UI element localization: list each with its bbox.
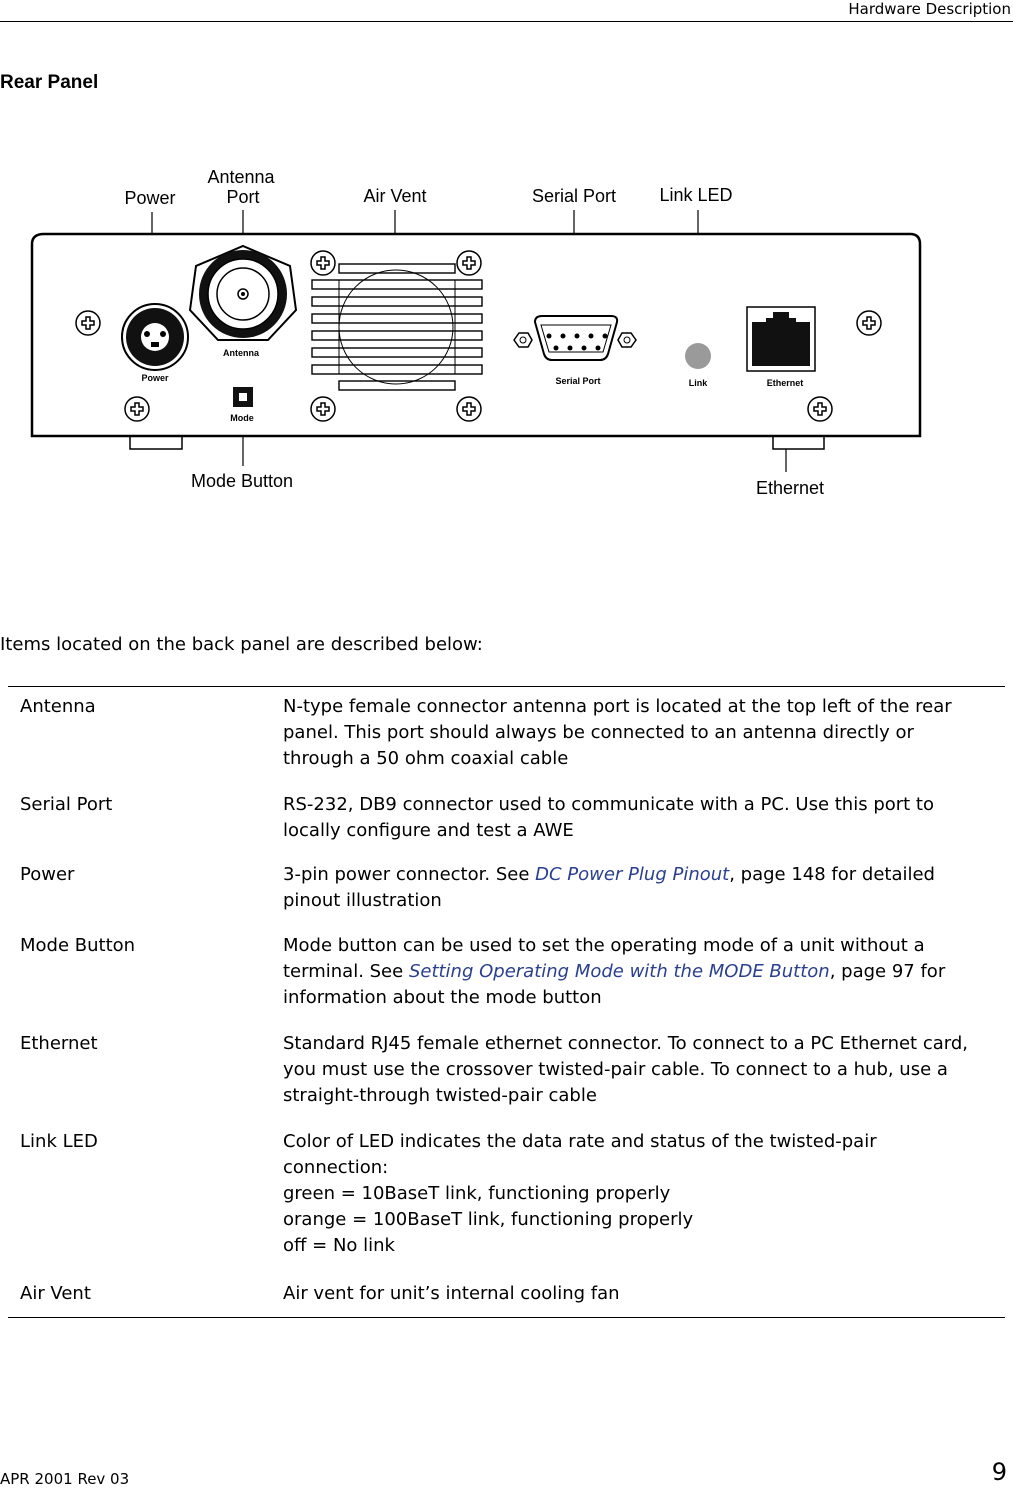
page-number: 9 (991, 1458, 1007, 1486)
callout-link-led: Link LED (659, 185, 733, 205)
item-description (283, 1129, 1003, 1259)
item-term: Link LED (20, 1131, 98, 1152)
xref-dc-power-plug-pinout[interactable]: DC Power Plug Pinout (535, 864, 730, 885)
desc-line: pinout illustration (283, 890, 442, 911)
item-description (283, 1031, 1003, 1109)
header-rule (0, 21, 1013, 22)
running-header: Hardware Description (848, 0, 1011, 18)
table-top-rule (8, 686, 1005, 687)
panel-label-mode: Mode (230, 413, 254, 423)
item-description (283, 694, 1003, 772)
desc-text: 3-pin power connector. See (283, 864, 536, 885)
item-description (283, 933, 1003, 1011)
item-term: Power (20, 864, 75, 885)
item-description (283, 862, 1003, 914)
rear-panel-diagram (0, 150, 1013, 510)
desc-text: , page 148 for detailed (729, 864, 935, 885)
desc-line: connection: (283, 1157, 389, 1178)
xref-setting-operating-mode[interactable]: Setting Operating Mode with the MODE Button (408, 961, 830, 982)
item-term: Ethernet (20, 1033, 98, 1054)
footer-revision: APR 2001 Rev 03 (0, 1470, 130, 1488)
callout-power: Power (124, 188, 176, 208)
desc-line: N-type female connector antenna port is located at the top left of the rear (283, 696, 952, 717)
power-connector (122, 304, 188, 370)
mode-button (233, 387, 253, 407)
panel-label-antenna: Antenna (223, 348, 259, 358)
desc-text: terminal. See (283, 961, 409, 982)
desc-line: you must use the crossover twisted-pair cable. To connect to a hub, use a (283, 1059, 948, 1080)
link-led (685, 343, 711, 369)
desc-line: Color of LED indicates the data rate and status of the twisted-pair (283, 1131, 877, 1152)
desc-line: through a 50 ohm coaxial cable (283, 748, 569, 769)
ethernet-connector (747, 307, 815, 371)
desc-line: green = 10BaseT link, functioning properly (283, 1183, 671, 1204)
callout-ethernet: Ethernet (755, 478, 825, 498)
desc-line: Mode button can be used to set the operating mode of a unit without a (283, 935, 925, 956)
panel-label-power: Power (141, 373, 169, 383)
desc-line: off = No link (283, 1235, 395, 1256)
desc-text: , page 97 for (829, 961, 946, 982)
item-term: Antenna (20, 696, 96, 717)
callout-antenna-line1: Antenna (207, 167, 275, 187)
desc-line (283, 959, 1003, 985)
desc-line: information about the mode button (283, 987, 602, 1008)
callout-air-vent: Air Vent (363, 186, 427, 206)
panel-label-link: Link (688, 378, 708, 388)
desc-line: Standard RJ45 female ethernet connector. To connect to a PC Ethernet card, (283, 1033, 968, 1054)
panel-label-ethernet: Ethernet (766, 378, 804, 388)
item-description (283, 1281, 1003, 1307)
item-term: Air Vent (20, 1283, 91, 1304)
right-foot (773, 436, 824, 449)
callout-mode-button: Mode Button (190, 471, 294, 491)
intro-text: Items located on the back panel are described below: (0, 634, 483, 655)
callout-serial-port: Serial Port (531, 186, 617, 206)
desc-line: RS-232, DB9 connector used to communicate with a PC. Use this port to (283, 794, 935, 815)
desc-line: locally configure and test a AWE (283, 820, 574, 841)
item-term: Mode Button (20, 935, 136, 956)
table-bottom-rule (8, 1317, 1005, 1318)
desc-line: Air vent for unit’s internal cooling fan (283, 1283, 620, 1304)
item-description (283, 792, 1003, 844)
callout-antenna-line2: Port (226, 187, 260, 207)
desc-line: panel. This port should always be connected to an antenna directly or (283, 722, 914, 743)
left-foot (130, 436, 182, 449)
desc-line: straight-through twisted-pair cable (283, 1085, 597, 1106)
desc-line (283, 862, 1003, 888)
panel-label-serial-port: Serial Port (555, 376, 601, 386)
section-title: Rear Panel (0, 72, 99, 93)
desc-line: orange = 100BaseT link, functioning properly (283, 1209, 694, 1230)
item-term: Serial Port (20, 794, 113, 815)
